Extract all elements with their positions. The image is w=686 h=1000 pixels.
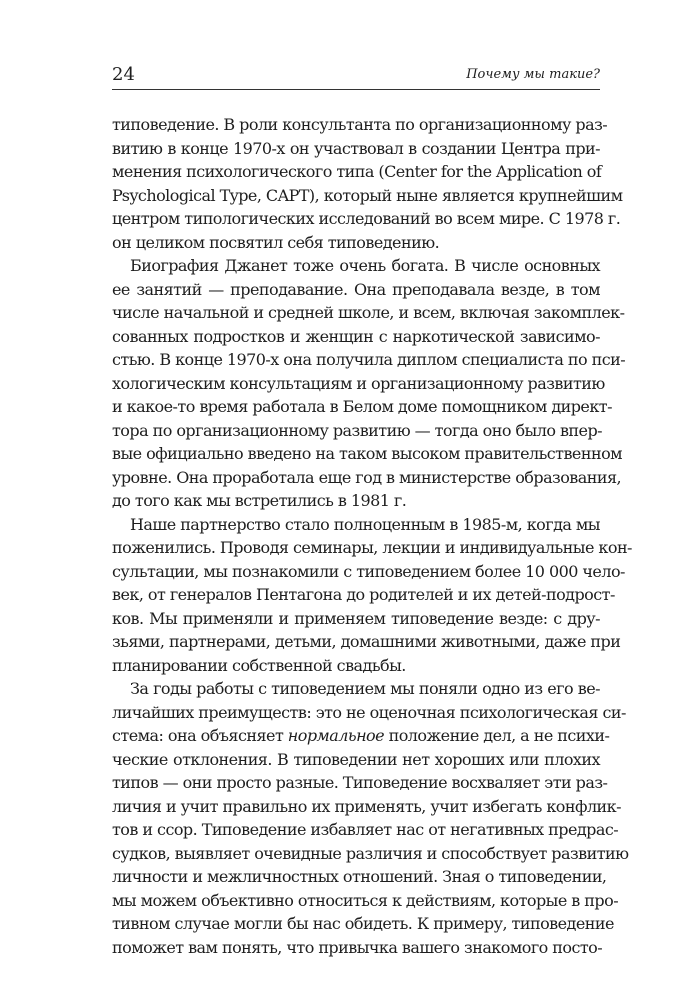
text-line: личности и межличностных отношений. Зная о типоведении, (112, 867, 607, 886)
text-line: до того как мы встретились в 1981 г. (112, 491, 407, 510)
text-line: ков. Мы применяли и применяем типоведение везде: с дру- (112, 608, 600, 628)
text-line: судков, выявляет очевидные различия и способствует развитию (112, 843, 629, 863)
text-line: менения психологического типа (Center for the Application of (112, 162, 602, 181)
header-rule (112, 89, 600, 90)
text-line: сованных подростков и женщин с наркотической зависимо- (112, 326, 600, 346)
text-line: Биография Джанет тоже очень богата. В числе основных (130, 256, 600, 275)
paragraph-1 (112, 113, 623, 254)
text-line: За годы работы с типоведением мы поняли одно из его ве- (130, 679, 600, 698)
text-line: поженились. Проводя семинары, лекции и индивидуальные кон- (112, 538, 632, 557)
paragraph-3 (112, 513, 632, 678)
text-line-with-emphasis (112, 724, 610, 748)
text-line: мы можем объективно относиться к действиям, которые в про- (112, 890, 619, 910)
page-number: 24 (112, 64, 135, 85)
text-line: тивном случае могли бы нас обидеть. К примеру, типоведение (112, 914, 614, 933)
text-line: ческие отклонения. В типоведении нет хороших или плохих (112, 749, 600, 769)
text-line: зьями, партнерами, детьми, домашними животными, даже при (112, 632, 621, 651)
text-line: центром типологических исследований во всем мире. С 1978 г. (112, 209, 621, 228)
page-header (112, 62, 600, 88)
text-line: стью. В конце 1970-х она получила диплом специалиста по пси- (112, 350, 626, 369)
text-line: поможет вам понять, что привычка вашего знакомого посто- (112, 937, 603, 957)
text-segment: положение дел, а не психи- (388, 726, 610, 745)
text-line: ее занятий — преподавание. Она преподавала везде, в том (112, 279, 600, 299)
text-line: тора по организационному развитию — тогда оно было впер- (112, 420, 603, 440)
text-segment: стема: она объясняет (112, 726, 284, 745)
text-line: вые официально введено на таком высоком правительственном (112, 444, 623, 463)
text-line: тов и ссор. Типоведение избавляет нас от негативных предрас- (112, 820, 619, 839)
paragraph-4 (112, 677, 629, 959)
running-title: Почему мы такие? (466, 67, 600, 82)
paragraph-2 (112, 254, 626, 513)
text-line: Наше партнерство стало полноценным в 1985-м, когда мы (130, 514, 600, 534)
text-line: хологическим консультациям и организационному развитию (112, 373, 605, 393)
text-line: уровне. Она проработала еще год в министерстве образования, (112, 467, 622, 487)
text-line: типов — они просто разные. Типоведение восхваляет эти раз- (112, 773, 608, 792)
text-line: числе начальной и средней школе, и всем, включая закомплек- (112, 303, 625, 322)
text-line: век, от генералов Пентагона до родителей и их детей-подрост- (112, 585, 615, 604)
text-line: сультации, мы познакомили с типоведением более 10 000 чело- (112, 561, 625, 581)
text-line: он целиком посвятил себя типоведению. (112, 232, 440, 252)
text-line: планировании собственной свадьбы. (112, 655, 406, 675)
text-line: витию в конце 1970-х он участвовал в создании Центра при- (112, 138, 600, 158)
text-line: типоведение. В роли консультанта по организационному раз- (112, 115, 608, 134)
text-line: Psychological Type, CAPT), который ныне является крупнейшим (112, 185, 623, 205)
emphasized-word: нормальное (287, 726, 385, 745)
text-line: личайших преимуществ: это не оценочная психологическая си- (112, 702, 626, 722)
text-line: личия и учит правильно их применять, учит избегать конфлик- (112, 796, 621, 816)
body-text (112, 113, 632, 959)
text-line: и какое-то время работала в Белом доме помощником директ- (112, 397, 612, 416)
